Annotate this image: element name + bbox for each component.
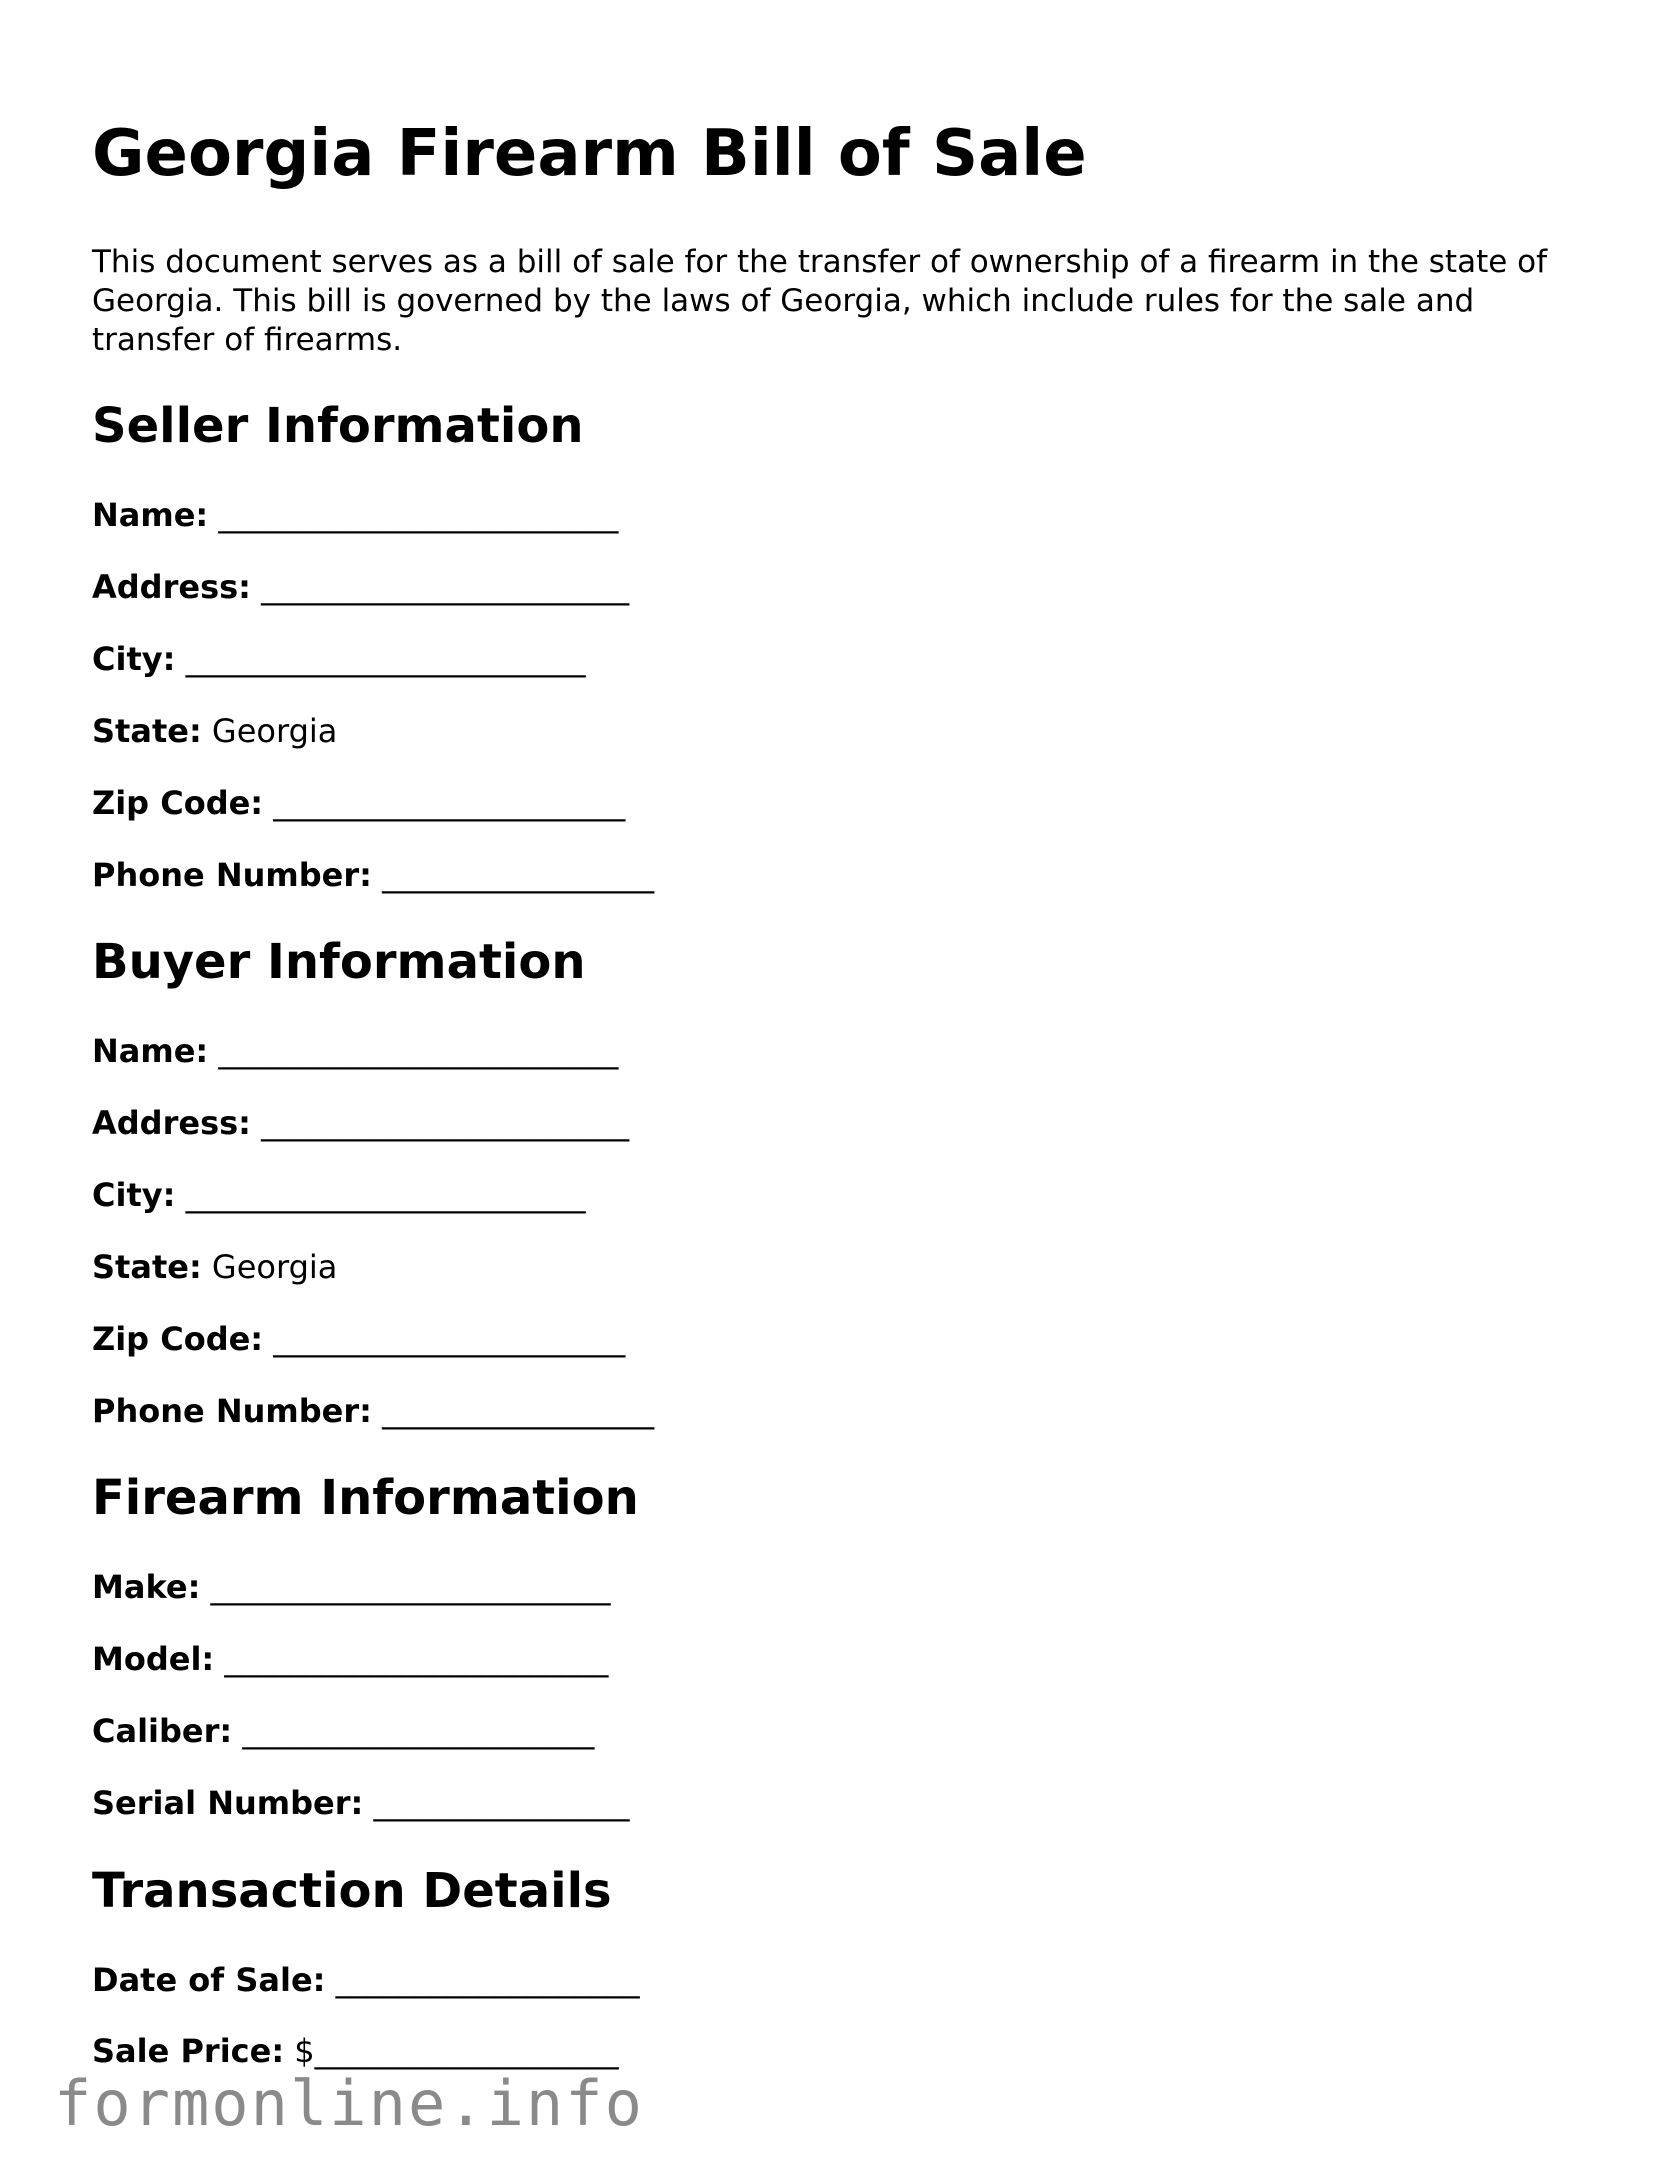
firearm-model-field bbox=[92, 1639, 608, 1679]
firearm-make-label: Make: bbox=[92, 1568, 201, 1606]
buyer-zip-blank: ______________________ bbox=[273, 1320, 626, 1358]
seller-address-field bbox=[92, 567, 629, 607]
transaction-price-value: $___________________ bbox=[294, 2032, 619, 2070]
transaction-date-field bbox=[92, 1960, 640, 2000]
buyer-zip-label: Zip Code: bbox=[92, 1320, 264, 1358]
buyer-phone-field bbox=[92, 1391, 654, 1431]
transaction-heading: Transaction Details bbox=[92, 1863, 612, 1919]
seller-city-blank: _________________________ bbox=[185, 640, 586, 678]
buyer-name-label: Name: bbox=[92, 1032, 209, 1070]
buyer-heading: Buyer Information bbox=[92, 934, 586, 990]
buyer-name-blank: _________________________ bbox=[218, 1032, 619, 1070]
seller-name-label: Name: bbox=[92, 496, 209, 534]
seller-phone-label: Phone Number: bbox=[92, 856, 372, 894]
buyer-state-value: Georgia bbox=[211, 1248, 338, 1286]
seller-heading: Seller Information bbox=[92, 398, 584, 454]
seller-address-label: Address: bbox=[92, 568, 251, 606]
buyer-name-field bbox=[92, 1031, 618, 1071]
buyer-city-label: City: bbox=[92, 1176, 176, 1214]
seller-city-field bbox=[92, 639, 586, 679]
firearm-serial-label: Serial Number: bbox=[92, 1784, 364, 1822]
seller-phone-field bbox=[92, 855, 654, 895]
firearm-make-field bbox=[92, 1567, 611, 1607]
firearm-serial-blank: ________________ bbox=[373, 1784, 630, 1822]
transaction-date-label: Date of Sale: bbox=[92, 1961, 326, 1999]
firearm-heading: Firearm Information bbox=[92, 1470, 639, 1526]
buyer-state-label: State: bbox=[92, 1248, 202, 1286]
seller-phone-blank: _________________ bbox=[382, 856, 655, 894]
buyer-address-blank: _______________________ bbox=[261, 1104, 630, 1142]
buyer-city-field bbox=[92, 1175, 586, 1215]
transaction-date-blank: ___________________ bbox=[335, 1961, 640, 1999]
firearm-caliber-label: Caliber: bbox=[92, 1712, 233, 1750]
firearm-caliber-field bbox=[92, 1711, 594, 1751]
buyer-state-field bbox=[92, 1247, 337, 1287]
buyer-zip-field bbox=[92, 1319, 625, 1359]
seller-name-blank: _________________________ bbox=[218, 496, 619, 534]
firearm-serial-field bbox=[92, 1783, 629, 1823]
seller-city-label: City: bbox=[92, 640, 176, 678]
seller-zip-field bbox=[92, 783, 625, 823]
firearm-make-blank: _________________________ bbox=[210, 1568, 611, 1606]
seller-name-field bbox=[92, 495, 618, 535]
seller-state-label: State: bbox=[92, 712, 202, 750]
firearm-model-blank: ________________________ bbox=[224, 1640, 609, 1678]
transaction-price-label: Sale Price: bbox=[92, 2032, 285, 2070]
buyer-phone-label: Phone Number: bbox=[92, 1392, 372, 1430]
watermark: formonline.info bbox=[54, 2067, 644, 2140]
seller-address-blank: _______________________ bbox=[261, 568, 630, 606]
buyer-phone-blank: _________________ bbox=[382, 1392, 655, 1430]
seller-zip-blank: ______________________ bbox=[273, 784, 626, 822]
document-title: Georgia Firearm Bill of Sale bbox=[92, 117, 1087, 191]
transaction-price-field bbox=[92, 2031, 619, 2071]
seller-zip-label: Zip Code: bbox=[92, 784, 264, 822]
firearm-model-label: Model: bbox=[92, 1640, 215, 1678]
seller-state-value: Georgia bbox=[211, 712, 338, 750]
firearm-caliber-blank: ______________________ bbox=[242, 1712, 595, 1750]
buyer-address-label: Address: bbox=[92, 1104, 251, 1142]
buyer-address-field bbox=[92, 1103, 629, 1143]
seller-state-field bbox=[92, 711, 337, 751]
buyer-city-blank: _________________________ bbox=[185, 1176, 586, 1214]
intro-paragraph: This document serves as a bill of sale for the transfer of ownership of a firearm in the state of Georgia. This bill is governed by the laws of Georgia, which include rules for the sale and transfer of firearms. bbox=[92, 244, 1548, 358]
